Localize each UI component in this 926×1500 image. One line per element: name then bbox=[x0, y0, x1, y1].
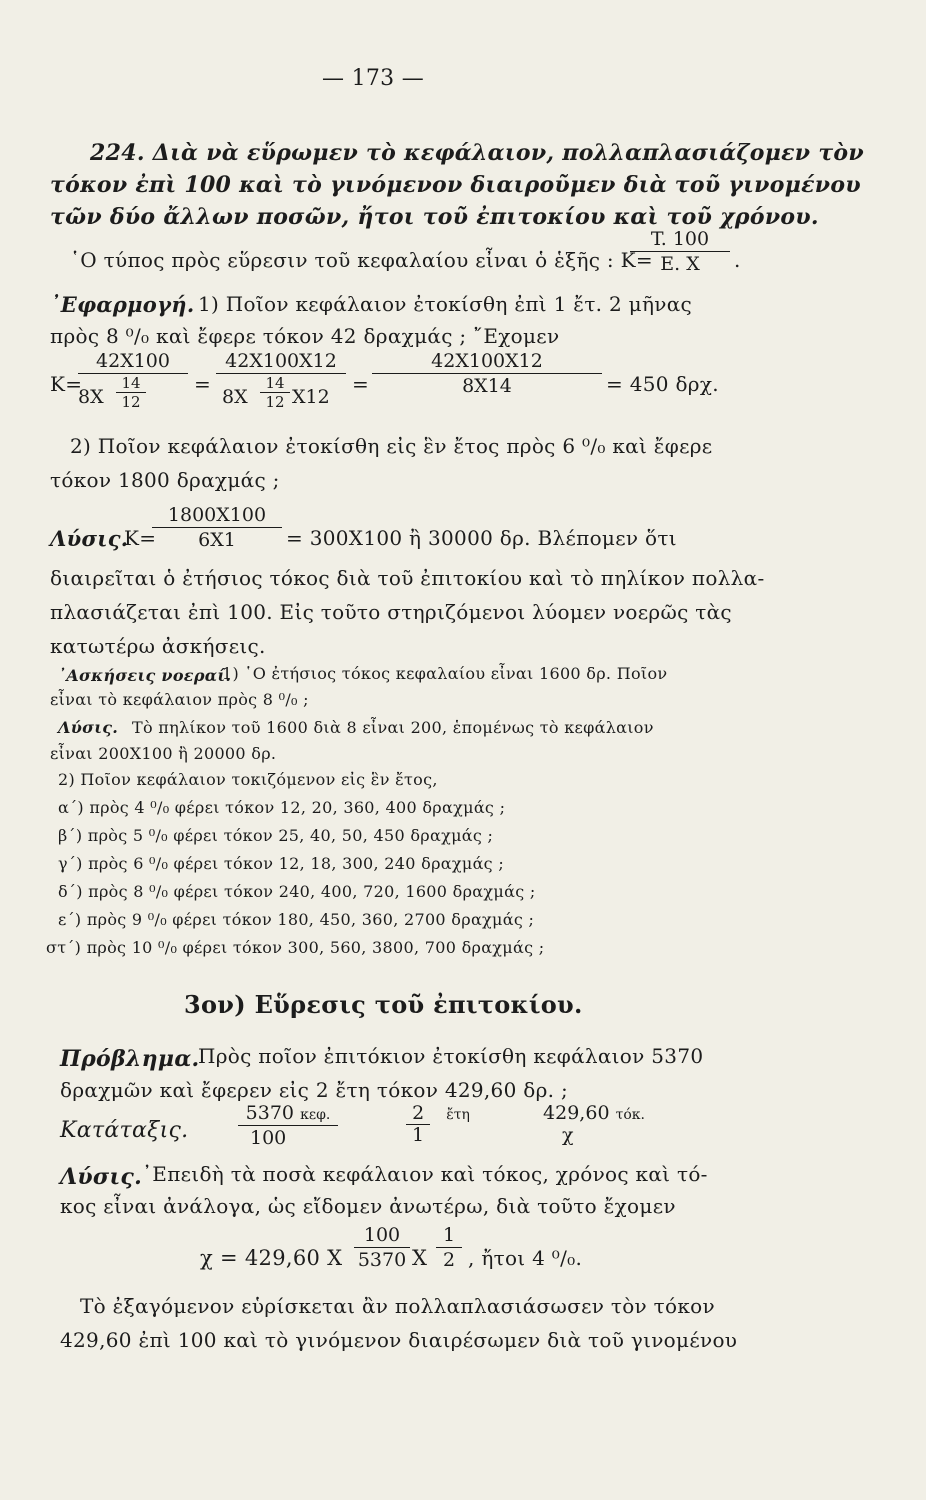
arrangement-fraction-3-num bbox=[534, 1102, 654, 1124]
arrangement-fraction-1-num bbox=[238, 1102, 338, 1126]
problem2-line4: πλασιάζεται ἐπὶ 100. Εἰς τοῦτο στηριζόμενοι λύομεν νοερῶς τὰς bbox=[50, 600, 732, 624]
fraction-1-den-pre: 8X bbox=[78, 386, 104, 408]
arr3-unit: τόκ. bbox=[615, 1107, 645, 1123]
arrangement-fraction-3 bbox=[534, 1102, 654, 1146]
arrangement-fraction-2-den: 1 bbox=[412, 1124, 425, 1146]
formula-text: ῾Ο τύπος πρὸς εὕρεσιν τοῦ κεφαλαίου εἶναι ὁ ἑξῆς : K= bbox=[70, 248, 653, 272]
problem2-line5: κατωτέρω ἀσκήσεις. bbox=[50, 634, 266, 658]
para224-line1: 224. Διὰ νὰ εὕρωμεν τὸ κεφάλαιον, πολλαπλασιάζομεν τὸν bbox=[90, 140, 864, 166]
arr1-num: 5370 bbox=[245, 1102, 295, 1124]
final-line1: Τὸ ἐξαγόμενον εὑρίσκεται ἂν πολλαπλασιάσωσεν τὸν τόκον bbox=[80, 1294, 715, 1318]
formula-end: . bbox=[734, 248, 741, 272]
problem2-fraction-den: 6X1 bbox=[198, 529, 236, 551]
para224-line2: τόκον ἐπὶ 100 καὶ τὸ γινόμενον διαιροῦμεν διὰ τοῦ γινομένου bbox=[50, 172, 861, 198]
problem2-fraction bbox=[152, 504, 282, 551]
problem-solution-line2: κος εἶναι ἀνάλογα, ὡς εἴδομεν ἀνωτέρω, διὰ τοῦτο ἔχομεν bbox=[60, 1194, 676, 1218]
problem2-sol-rest: = 300X100 ἢ 30000 δρ. Βλέπομεν ὅτι bbox=[286, 526, 677, 550]
equation-fraction-2-num: 1 bbox=[436, 1224, 462, 1248]
arrangement-label: Κατάταξις. bbox=[60, 1118, 189, 1143]
fraction-3-numerator: 42X100X12 bbox=[372, 350, 602, 374]
equation-fraction-2 bbox=[436, 1224, 462, 1271]
arrangement-fraction-1 bbox=[238, 1102, 338, 1149]
formula-numerator: T. 100 bbox=[630, 228, 730, 252]
para224-line3: τῶν δύο ἄλλων ποσῶν, ἤτοι τοῦ ἐπιτοκίου καὶ τοῦ χρόνου. bbox=[50, 204, 819, 230]
application-line2: πρὸς 8 ⁰/₀ καὶ ἔφερε τόκον 42 δραχμάς ; ῎Εχομεν bbox=[50, 324, 560, 348]
problem-solution-line1: ᾿Επειδὴ τὰ ποσὰ κεφάλαιον καὶ τόκος, χρόνος καὶ τό- bbox=[142, 1162, 708, 1186]
arr1-unit: κεφ. bbox=[300, 1107, 331, 1123]
equation-fraction-1 bbox=[354, 1224, 410, 1271]
arr2-num: 2 bbox=[406, 1102, 430, 1125]
arrangement-fraction-2-num bbox=[398, 1102, 478, 1124]
equals-2: = bbox=[352, 372, 370, 396]
fraction-2-numerator: 42X100X12 bbox=[216, 350, 346, 374]
problem2-sol-k: K= bbox=[124, 526, 157, 550]
eq-k: K= bbox=[50, 372, 83, 396]
exercise-solution-line2: εἶναι 200X100 ἢ 20000 δρ. bbox=[50, 744, 277, 763]
application-result: = 450 δρχ. bbox=[606, 372, 719, 396]
fraction-2-denominator bbox=[216, 374, 346, 419]
formula-fraction bbox=[630, 228, 730, 275]
exercise-solution-label: Λύσις. bbox=[58, 718, 119, 737]
fraction-1 bbox=[78, 350, 188, 419]
exercise-solution-line1: Τὸ πηλίκον τοῦ 1600 διὰ 8 εἶναι 200, ἑπομένως τὸ κεφάλαιον bbox=[132, 718, 654, 737]
equals-1: = bbox=[194, 372, 212, 396]
equation-fraction-1-num: 100 bbox=[354, 1224, 410, 1248]
equation-left: χ = 429,60 X bbox=[200, 1246, 343, 1270]
fraction-1-inner-num: 14 bbox=[116, 374, 146, 393]
equation-right: , ἤτοι 4 ⁰/₀. bbox=[468, 1246, 583, 1270]
problem-label: Πρόβλημα. bbox=[60, 1046, 200, 1072]
fraction-3 bbox=[372, 350, 602, 397]
final-line2: 429,60 ἐπὶ 100 καὶ τὸ γινόμενον διαιρέσωμεν διὰ τοῦ γινομένου bbox=[60, 1328, 738, 1352]
exercise-1-line2: εἶναι τὸ κεφάλαιον πρὸς 8 ⁰/₀ ; bbox=[50, 690, 309, 709]
fraction-2-inner-den: 12 bbox=[265, 393, 285, 411]
equation-fraction-2-den: 2 bbox=[442, 1249, 456, 1271]
fraction-2-inner-fraction bbox=[260, 374, 290, 411]
fraction-2-den-post: X12 bbox=[292, 386, 330, 408]
fraction-2 bbox=[216, 350, 346, 419]
fraction-1-inner-den: 12 bbox=[121, 393, 141, 411]
section-heading: 3ον) Εὕρεσις τοῦ ἐπιτοκίου. bbox=[184, 990, 583, 1019]
page-number: — 173 — bbox=[322, 66, 425, 91]
fraction-2-den-pre: 8X bbox=[222, 386, 248, 408]
problem-line2: δραχμῶν καὶ ἔφερεν εἰς 2 ἔτη τόκον 429,60 δρ. ; bbox=[60, 1078, 569, 1102]
application-line1: 1) Ποῖον κεφάλαιον ἐτοκίσθη ἐπὶ 1 ἔτ. 2 μῆνας bbox=[198, 292, 693, 316]
problem-line1: Πρὸς ποῖον ἐπιτόκιον ἐτοκίσθη κεφάλαιον 5370 bbox=[198, 1044, 704, 1068]
arrangement-fraction-1-den: 100 bbox=[250, 1127, 287, 1149]
exercises-label: ᾿Ασκήσεις νοεραί. bbox=[58, 666, 232, 685]
problem-solution-label: Λύσις. bbox=[60, 1164, 143, 1190]
arrangement-fraction-2 bbox=[398, 1102, 478, 1146]
exercise-2: 2) Ποῖον κεφάλαιον τοκιζόμενον εἰς ἓν ἔτος, bbox=[58, 770, 438, 789]
application-label: ᾿Εφαρμογή. bbox=[50, 292, 195, 317]
arrangement-fraction-3-den: χ bbox=[562, 1124, 574, 1146]
fraction-2-inner-num: 14 bbox=[260, 374, 290, 393]
exercise-item-b: β΄) πρὸς 5 ⁰/₀ φέρει τόκον 25, 40, 50, 450 δραχμάς ; bbox=[58, 826, 494, 845]
equation-times: X bbox=[412, 1246, 428, 1270]
problem2-solution-label: Λύσις. bbox=[50, 526, 129, 551]
formula-denominator: E. X bbox=[660, 253, 700, 275]
problem2-line3: διαιρεῖται ὁ ἐτήσιος τόκος διὰ τοῦ ἐπιτοκίου καὶ τὸ πηλίκον πολλα- bbox=[50, 566, 765, 590]
problem2-line2: τόκον 1800 δραχμάς ; bbox=[50, 468, 280, 492]
fraction-3-denominator: 8X14 bbox=[462, 375, 512, 397]
exercise-1: 1) ῾Ο ἐτήσιος τόκος κεφαλαίου εἶναι 1600 δρ. Ποῖον bbox=[222, 664, 668, 683]
problem2-fraction-num: 1800X100 bbox=[152, 504, 282, 528]
fraction-1-inner-fraction bbox=[116, 374, 146, 411]
exercise-item-d: δ΄) πρὸς 8 ⁰/₀ φέρει τόκον 240, 400, 720, 1600 δραχμάς ; bbox=[58, 882, 536, 901]
arr2-unit: ἔτη bbox=[446, 1107, 470, 1123]
exercise-item-c: γ΄) πρὸς 6 ⁰/₀ φέρει τόκον 12, 18, 300, 240 δραχμάς ; bbox=[58, 854, 505, 873]
fraction-1-denominator bbox=[78, 374, 188, 419]
exercise-item-a: α΄) πρὸς 4 ⁰/₀ φέρει τόκον 12, 20, 360, 400 δραχμάς ; bbox=[58, 798, 506, 817]
problem2-line1: 2) Ποῖον κεφάλαιον ἐτοκίσθη εἰς ἓν ἔτος πρὸς 6 ⁰/₀ καὶ ἔφερε bbox=[70, 434, 713, 458]
exercise-item-f: στ΄) πρὸς 10 ⁰/₀ φέρει τόκον 300, 560, 3800, 700 δραχμάς ; bbox=[46, 938, 545, 957]
exercise-item-e: ε΄) πρὸς 9 ⁰/₀ φέρει τόκον 180, 450, 360, 2700 δραχμάς ; bbox=[58, 910, 535, 929]
arr3-num: 429,60 bbox=[543, 1102, 610, 1124]
equation-fraction-1-den: 5370 bbox=[357, 1249, 407, 1271]
fraction-1-numerator: 42X100 bbox=[78, 350, 188, 374]
